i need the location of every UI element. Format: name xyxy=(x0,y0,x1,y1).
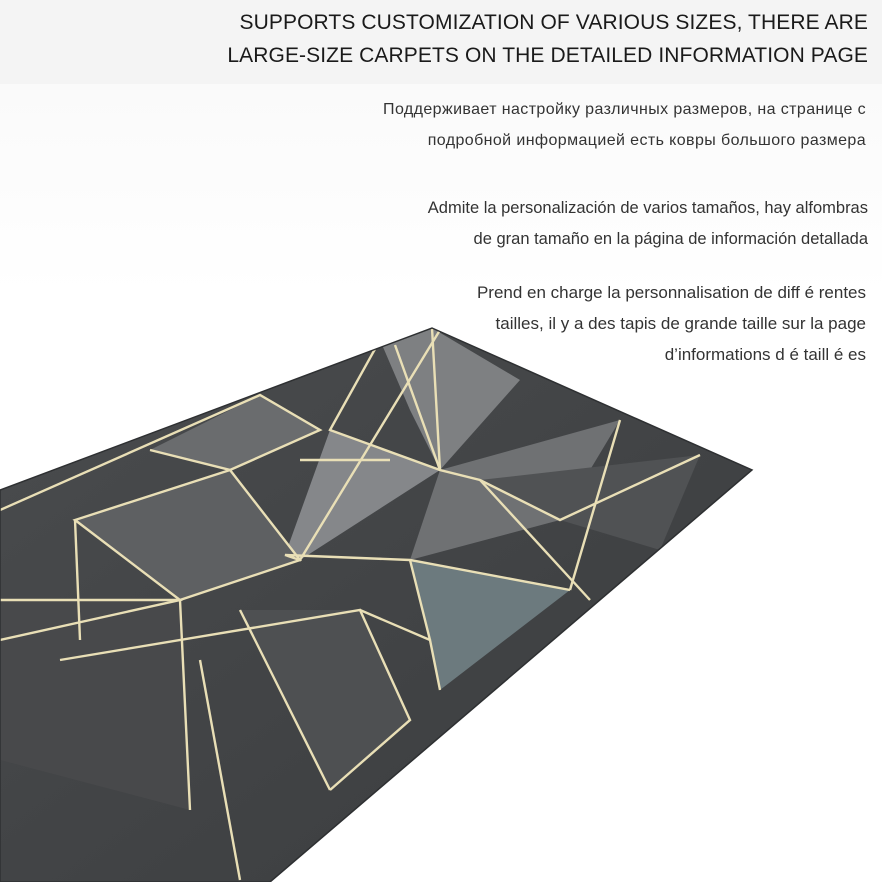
headline-line-1: SUPPORTS CUSTOMIZATION OF VARIOUS SIZES, THERE ARE xyxy=(239,11,868,34)
russian-description xyxy=(383,94,866,156)
headline-line-2: LARGE-SIZE CARPETS ON THE DETAILED INFORMATION PAGE xyxy=(227,44,868,67)
spanish-line-2: de gran tamaño en la página de información detallada xyxy=(473,230,868,248)
geometric-carpet-icon xyxy=(0,320,882,882)
french-line-1: Prend en charge la personnalisation de diff é rentes xyxy=(476,283,866,302)
russian-line-2: подробной информацией есть ковры большого размера xyxy=(427,132,866,149)
spanish-description xyxy=(428,193,868,255)
french-line-2: tailles, il y a des tapis de grande taille sur la page xyxy=(495,314,866,333)
french-line-3: d’informations d é taill é es xyxy=(664,345,866,364)
russian-line-1: Поддерживает настройку различных размеров, на странице с xyxy=(383,101,866,118)
carpet-image xyxy=(0,320,882,882)
english-headline xyxy=(227,6,868,72)
spanish-line-1: Admite la personalización de varios tamaños, hay alfombras xyxy=(427,199,868,217)
